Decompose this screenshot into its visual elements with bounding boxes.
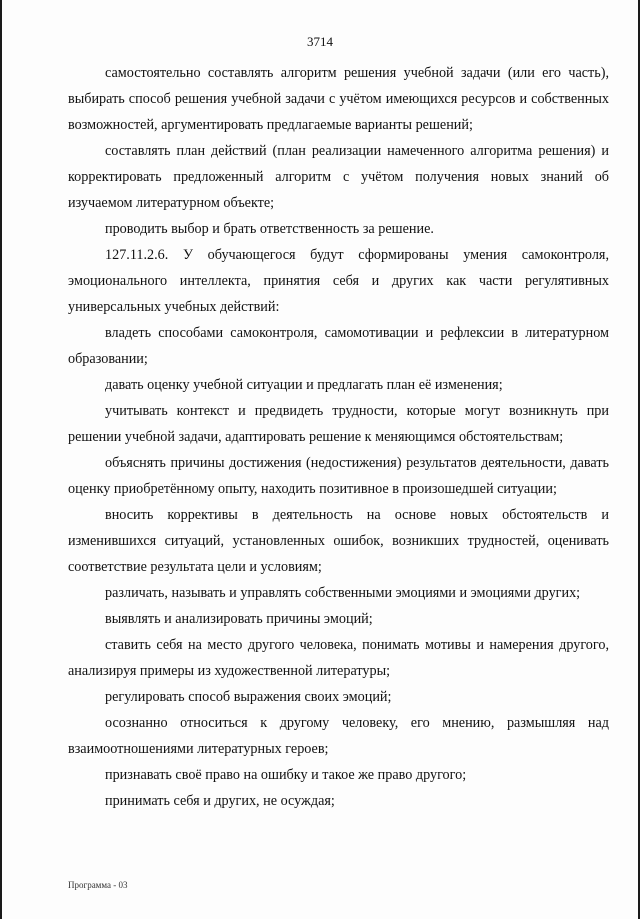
paragraph: давать оценку учебной ситуации и предлагать план её изменения; — [105, 377, 503, 393]
paragraph: различать, называть и управлять собственными эмоциями и эмоциями других; — [105, 585, 581, 601]
paragraph: выявлять и анализировать причины эмоций; — [105, 611, 373, 627]
footer-label: Программа - 03 — [68, 880, 128, 890]
paragraph: учитывать контекст и предвидеть трудности, которые могут возникнуть при решении учебной задачи, адаптировать решение к меняющимся обстоятельствам; — [68, 403, 609, 445]
paragraph: принимать себя и других, не осуждая; — [105, 793, 335, 809]
paragraph: 127.11.2.6. У обучающегося будут сформированы умения самоконтроля, эмоционального интеллекта, принятия себя и других как части регулятивных универсальных учебных действий: — [68, 247, 609, 315]
paragraph: признавать своё право на ошибку и такое же право другого; — [105, 767, 467, 783]
scan-edge-left — [0, 0, 2, 919]
paragraph: ставить себя на место другого человека, понимать мотивы и намерения другого, анализируя примеры из художественной литературы; — [68, 637, 609, 679]
paragraph: осознанно относиться к другому человеку, его мнению, размышляя над взаимоотношениями литературных героев; — [68, 715, 609, 757]
paragraph: составлять план действий (план реализации намеченного алгоритма решения) и корректировать предложенный алгоритм с учётом получения новых знаний об изучаемом литературном объекте; — [68, 143, 609, 211]
document-body — [68, 60, 609, 814]
paragraph: объяснять причины достижения (недостижения) результатов деятельности, давать оценку приобретённому опыту, находить позитивное в произошедшей ситуации; — [68, 455, 609, 497]
paragraph: вносить коррективы в деятельность на основе новых обстоятельств и изменившихся ситуаций, установленных ошибок, возникших трудностей, оценивать соответствие результата цели и условиям; — [68, 507, 609, 575]
paragraph: самостоятельно составлять алгоритм решения учебной задачи (или его часть), выбирать способ решения учебной задачи с учётом имеющихся ресурсов и собственных возможностей, аргументировать предлагаемые варианты решений; — [68, 65, 609, 133]
paragraph: проводить выбор и брать ответственность за решение. — [105, 221, 434, 237]
paragraph: регулировать способ выражения своих эмоций; — [105, 689, 392, 705]
paragraph: владеть способами самоконтроля, самомотивации и рефлексии в литературном образовании; — [68, 325, 609, 367]
page-number: 3714 — [307, 34, 333, 49]
